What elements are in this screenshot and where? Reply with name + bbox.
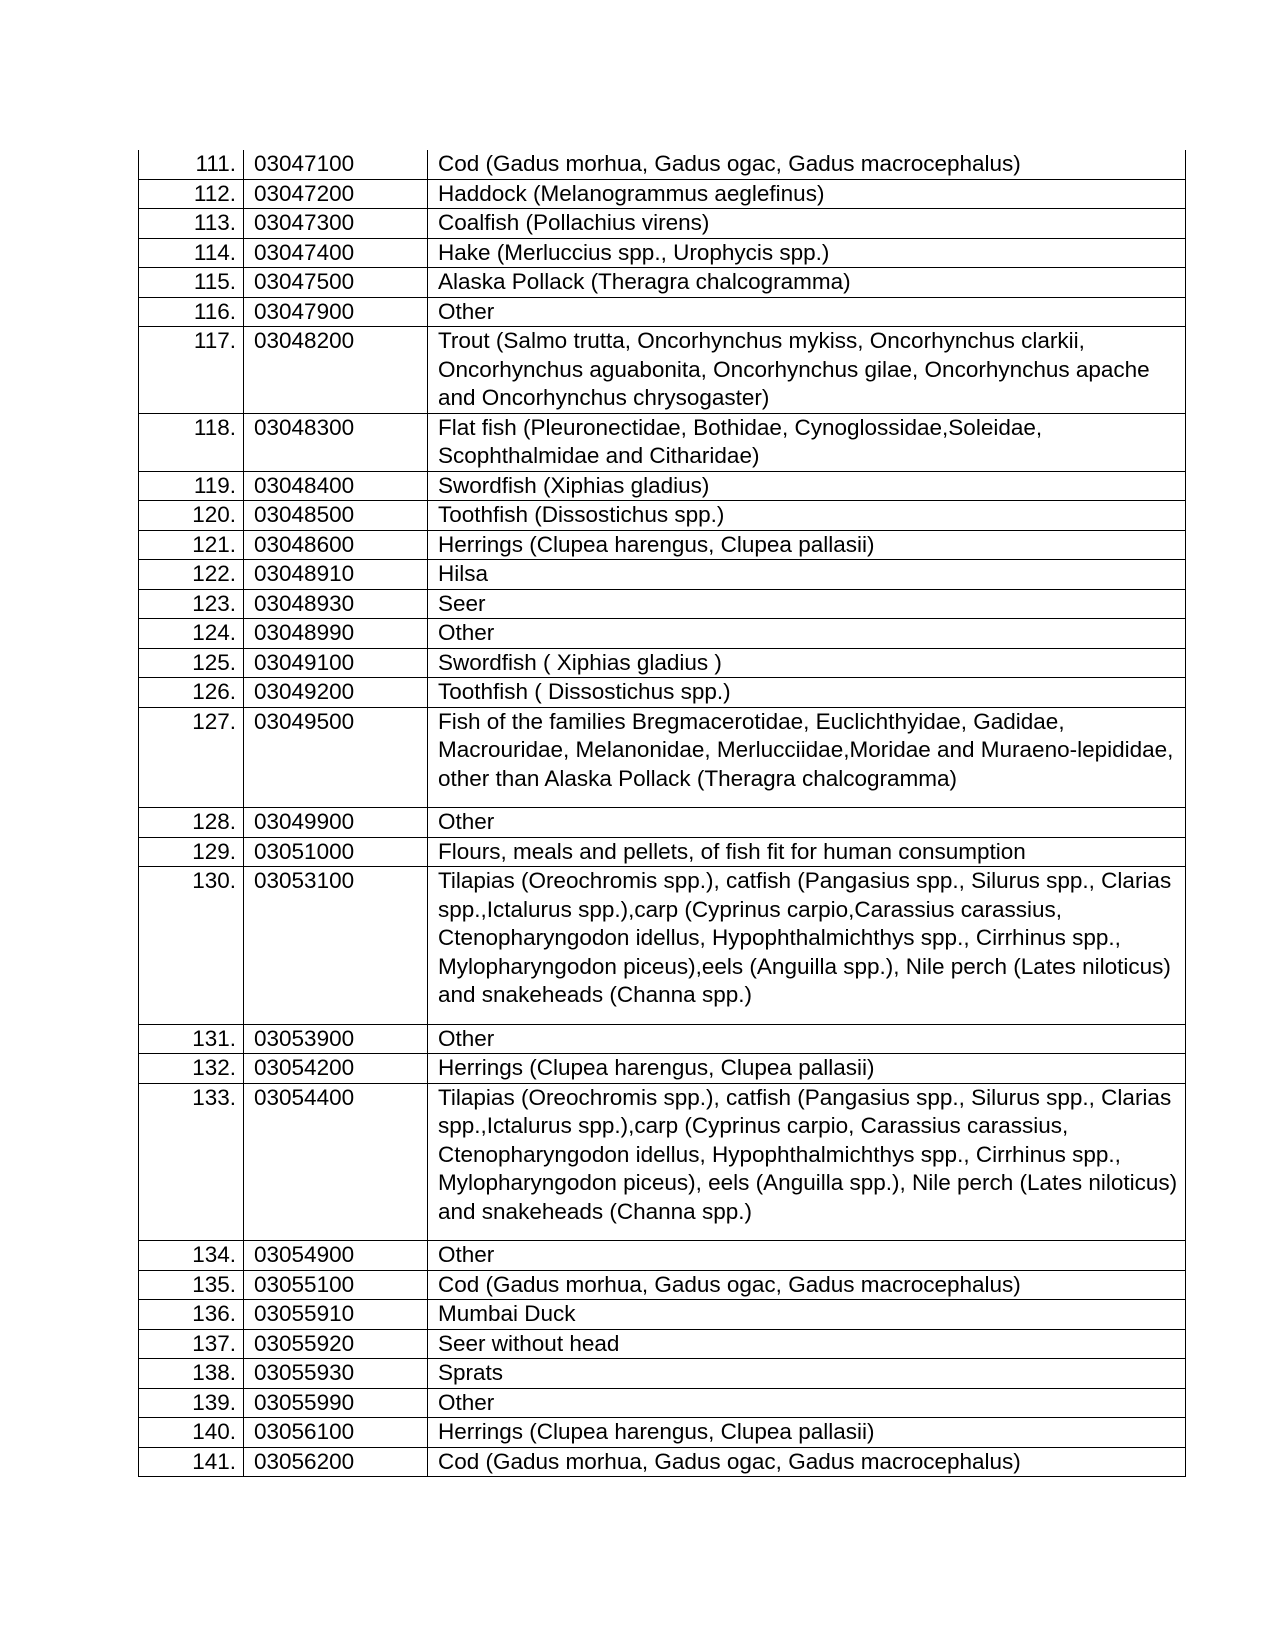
tariff-code: 03056100 [244, 1418, 428, 1448]
tariff-code: 03055910 [244, 1300, 428, 1330]
row-number: 116. [139, 297, 244, 327]
row-number: 138. [139, 1359, 244, 1389]
item-description: Herrings (Clupea harengus, Clupea pallasii) [428, 1054, 1186, 1084]
item-description: Tilapias (Oreochromis spp.), catfish (Pangasius spp., Silurus spp., Clarias spp.,Ictalurus spp.),carp (Cyprinus carpio,Carassius carassius, Ctenopharyngodon idellus, Hypophthalmichthys spp., Cirrhinus spp., Mylopharyngodon piceus),eels (Anguilla spp.), Nile perch (Lates niloticus) and snakeheads (Channa spp.) [428, 867, 1186, 1025]
row-number: 131. [139, 1024, 244, 1054]
row-number: 141. [139, 1447, 244, 1477]
row-number: 111. [139, 150, 244, 179]
tariff-code: 03049100 [244, 648, 428, 678]
item-description: Cod (Gadus morhua, Gadus ogac, Gadus macrocephalus) [428, 1447, 1186, 1477]
row-number: 133. [139, 1083, 244, 1241]
table-row [139, 1241, 1186, 1271]
tariff-code: 03049900 [244, 808, 428, 838]
item-description: Alaska Pollack (Theragra chalcogramma) [428, 268, 1186, 298]
row-number: 135. [139, 1270, 244, 1300]
row-number: 126. [139, 678, 244, 708]
table-row [139, 1329, 1186, 1359]
tariff-code: 03047200 [244, 179, 428, 209]
row-number: 119. [139, 471, 244, 501]
row-number: 130. [139, 867, 244, 1025]
item-description: Other [428, 808, 1186, 838]
row-number: 118. [139, 413, 244, 471]
item-description: Mumbai Duck [428, 1300, 1186, 1330]
table-row [139, 1447, 1186, 1477]
tariff-code: 03047100 [244, 150, 428, 179]
tariff-code: 03048930 [244, 589, 428, 619]
table-row [139, 501, 1186, 531]
tariff-table-body [139, 150, 1186, 1477]
table-row [139, 1270, 1186, 1300]
table-row [139, 297, 1186, 327]
tariff-code: 03053900 [244, 1024, 428, 1054]
item-description: Hilsa [428, 560, 1186, 590]
tariff-code: 03047300 [244, 209, 428, 239]
tariff-code: 03049500 [244, 707, 428, 808]
tariff-table [138, 150, 1186, 1477]
tariff-code: 03048400 [244, 471, 428, 501]
row-number: 115. [139, 268, 244, 298]
row-number: 112. [139, 179, 244, 209]
item-description: Tilapias (Oreochromis spp.), catfish (Pangasius spp., Silurus spp., Clarias spp.,Ictalurus spp.),carp (Cyprinus carpio, Carassius carassius, Ctenopharyngodon idellus, Hypophthalmichthys spp., Cirrhinus spp., Mylopharyngodon piceus), eels (Anguilla spp.), Nile perch (Lates niloticus) and snakeheads (Channa spp.) [428, 1083, 1186, 1241]
row-number: 137. [139, 1329, 244, 1359]
row-number: 123. [139, 589, 244, 619]
table-row [139, 837, 1186, 867]
item-description: Seer without head [428, 1329, 1186, 1359]
row-number: 139. [139, 1388, 244, 1418]
table-row [139, 560, 1186, 590]
row-number: 140. [139, 1418, 244, 1448]
row-number: 121. [139, 530, 244, 560]
table-row [139, 471, 1186, 501]
table-row [139, 1083, 1186, 1241]
tariff-code: 03049200 [244, 678, 428, 708]
item-description: Flours, meals and pellets, of fish fit for human consumption [428, 837, 1186, 867]
tariff-code: 03054400 [244, 1083, 428, 1241]
item-description: Flat fish (Pleuronectidae, Bothidae, Cynoglossidae,Soleidae, Scophthalmidae and Citharidae) [428, 413, 1186, 471]
row-number: 120. [139, 501, 244, 531]
item-description: Sprats [428, 1359, 1186, 1389]
table-row [139, 179, 1186, 209]
table-row [139, 1054, 1186, 1084]
table-row [139, 589, 1186, 619]
tariff-code: 03048990 [244, 619, 428, 649]
item-description: Swordfish ( Xiphias gladius ) [428, 648, 1186, 678]
row-number: 114. [139, 238, 244, 268]
table-row [139, 413, 1186, 471]
item-description: Haddock (Melanogrammus aeglefinus) [428, 179, 1186, 209]
tariff-code: 03047500 [244, 268, 428, 298]
tariff-code: 03047900 [244, 297, 428, 327]
tariff-code: 03056200 [244, 1447, 428, 1477]
item-description: Toothfish ( Dissostichus spp.) [428, 678, 1186, 708]
tariff-code: 03055100 [244, 1270, 428, 1300]
table-row [139, 327, 1186, 414]
table-row [139, 707, 1186, 808]
item-description: Other [428, 1241, 1186, 1271]
item-description: Swordfish (Xiphias gladius) [428, 471, 1186, 501]
table-row [139, 530, 1186, 560]
item-description: Toothfish (Dissostichus spp.) [428, 501, 1186, 531]
item-description: Other [428, 619, 1186, 649]
document-page [138, 150, 1185, 1477]
row-number: 122. [139, 560, 244, 590]
row-number: 132. [139, 1054, 244, 1084]
row-number: 125. [139, 648, 244, 678]
item-description: Other [428, 1388, 1186, 1418]
tariff-code: 03055990 [244, 1388, 428, 1418]
row-number: 134. [139, 1241, 244, 1271]
tariff-code: 03048200 [244, 327, 428, 414]
table-row [139, 808, 1186, 838]
tariff-code: 03048500 [244, 501, 428, 531]
row-number: 124. [139, 619, 244, 649]
table-row [139, 1359, 1186, 1389]
table-row [139, 1024, 1186, 1054]
tariff-code: 03048600 [244, 530, 428, 560]
table-row [139, 209, 1186, 239]
tariff-code: 03055920 [244, 1329, 428, 1359]
tariff-code: 03054200 [244, 1054, 428, 1084]
item-description: Cod (Gadus morhua, Gadus ogac, Gadus macrocephalus) [428, 150, 1186, 179]
tariff-code: 03051000 [244, 837, 428, 867]
tariff-code: 03048300 [244, 413, 428, 471]
item-description: Other [428, 1024, 1186, 1054]
row-number: 129. [139, 837, 244, 867]
table-row [139, 619, 1186, 649]
table-row [139, 268, 1186, 298]
table-row [139, 1388, 1186, 1418]
item-description: Hake (Merluccius spp., Urophycis spp.) [428, 238, 1186, 268]
tariff-code: 03053100 [244, 867, 428, 1025]
tariff-code: 03054900 [244, 1241, 428, 1271]
item-description: Cod (Gadus morhua, Gadus ogac, Gadus macrocephalus) [428, 1270, 1186, 1300]
item-description: Herrings (Clupea harengus, Clupea pallasii) [428, 1418, 1186, 1448]
item-description: Trout (Salmo trutta, Oncorhynchus mykiss, Oncorhynchus clarkii, Oncorhynchus aguabonita, Oncorhynchus gilae, Oncorhynchus apache and Oncorhynchus chrysogaster) [428, 327, 1186, 414]
table-row [139, 1300, 1186, 1330]
table-row [139, 238, 1186, 268]
item-description: Fish of the families Bregmacerotidae, Euclichthyidae, Gadidae, Macrouridae, Melanonidae, Merlucciidae,Moridae and Muraeno-lepididae, other than Alaska Pollack (Theragra chalcogramma) [428, 707, 1186, 808]
tariff-code: 03055930 [244, 1359, 428, 1389]
table-row [139, 150, 1186, 179]
row-number: 127. [139, 707, 244, 808]
item-description: Seer [428, 589, 1186, 619]
item-description: Coalfish (Pollachius virens) [428, 209, 1186, 239]
row-number: 128. [139, 808, 244, 838]
row-number: 117. [139, 327, 244, 414]
table-row [139, 867, 1186, 1025]
row-number: 136. [139, 1300, 244, 1330]
tariff-code: 03047400 [244, 238, 428, 268]
item-description: Herrings (Clupea harengus, Clupea pallasii) [428, 530, 1186, 560]
row-number: 113. [139, 209, 244, 239]
tariff-code: 03048910 [244, 560, 428, 590]
item-description: Other [428, 297, 1186, 327]
table-row [139, 1418, 1186, 1448]
table-row [139, 648, 1186, 678]
table-row [139, 678, 1186, 708]
